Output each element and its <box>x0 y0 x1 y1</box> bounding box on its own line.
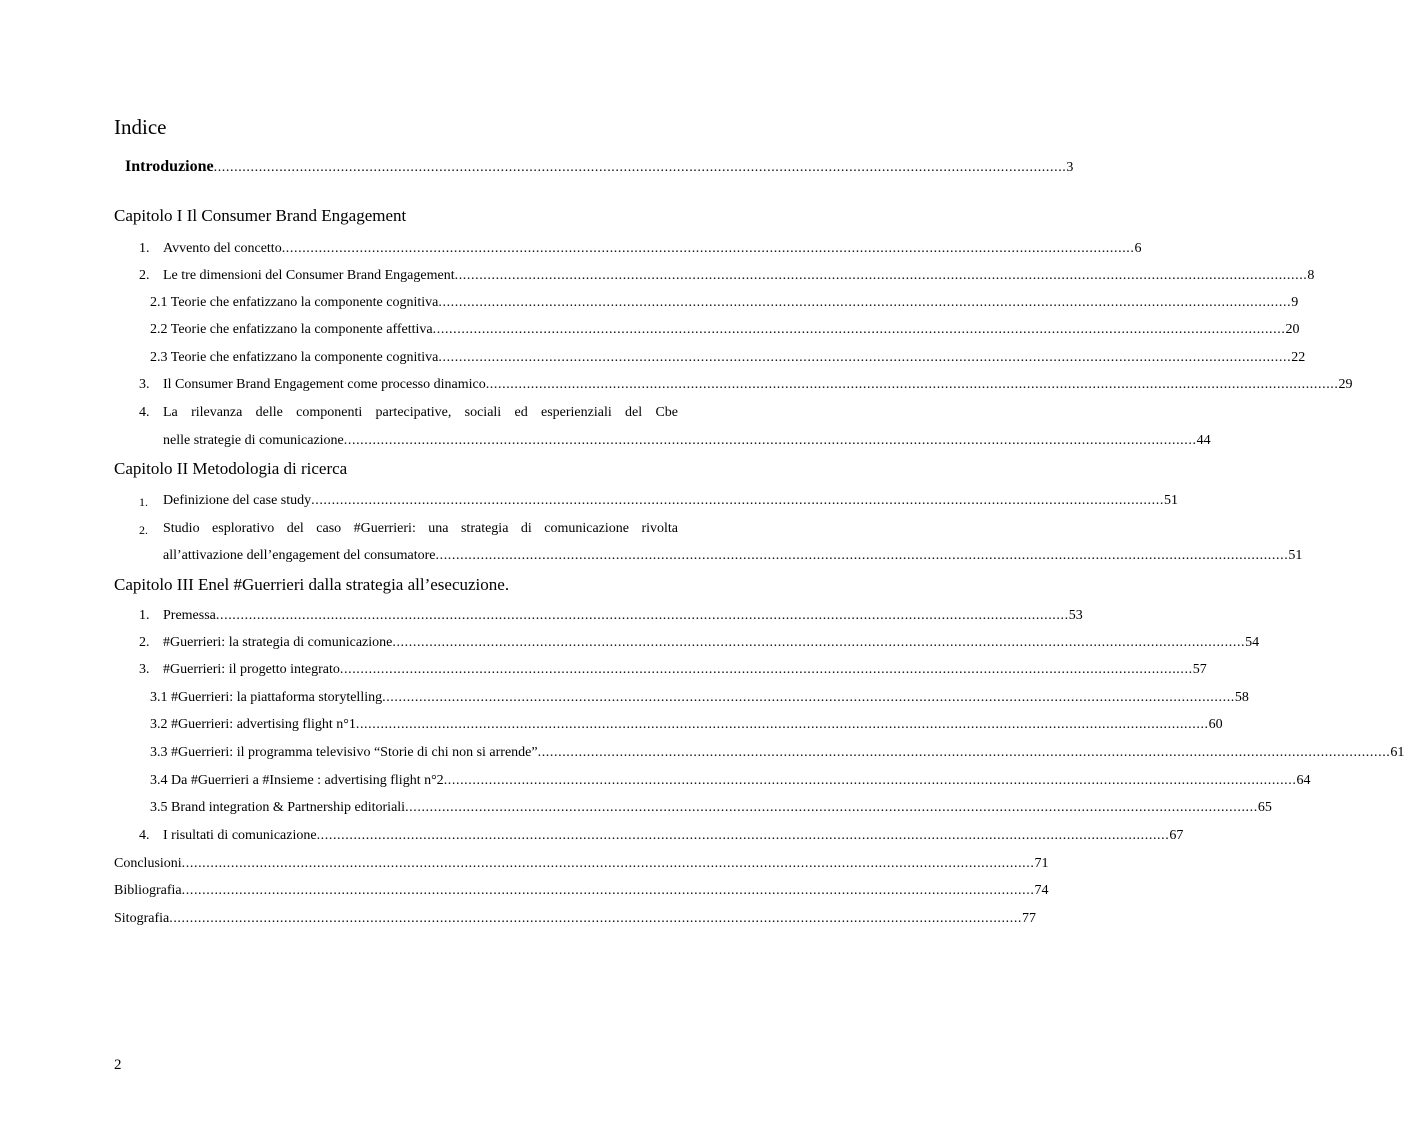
toc-label: Introduzione <box>125 158 214 175</box>
toc-leader: ................................................................................................................................................................................................................ <box>343 433 1197 448</box>
toc-label: 3.2 #Guerrieri: advertising flight n°1 <box>150 717 356 732</box>
toc-label: 2.2 Teorie che enfatizzano la componente affettiva <box>150 322 433 337</box>
toc-page: 58 <box>1234 690 1249 705</box>
toc-entry-conclusioni[interactable] <box>114 855 1049 873</box>
toc-page: 6 <box>1134 241 1142 256</box>
toc-entry[interactable] <box>163 492 1178 510</box>
toc-leader: ................................................................................................................................................................................................................ <box>181 883 1035 898</box>
page-number: 2 <box>114 1057 122 1073</box>
toc-leader: ................................................................................................................................................................................................................ <box>405 800 1258 815</box>
toc-leader: ................................................................................................................................................................................................................ <box>392 635 1246 650</box>
toc-number: 1. <box>139 241 150 256</box>
toc-page: 71 <box>1034 856 1049 871</box>
toc-page: 29 <box>1338 377 1353 392</box>
toc-leader: ................................................................................................................................................................................................................ <box>215 608 1069 623</box>
toc-entry[interactable] <box>163 432 1211 450</box>
toc-label: 3.4 Da #Guerrieri a #Insieme : advertising flight n°2 <box>150 773 444 788</box>
toc-leader: ................................................................................................................................................................................................................ <box>281 241 1135 256</box>
toc-entry-introduzione[interactable] <box>125 157 1074 177</box>
toc-page: 53 <box>1068 608 1083 623</box>
toc-label: Premessa <box>163 608 216 623</box>
toc-number: 2. <box>139 635 150 650</box>
chapter-heading-2: Capitolo II Metodologia di ricerca <box>114 459 348 478</box>
toc-leader: ................................................................................................................................................................................................................ <box>181 856 1035 871</box>
toc-entry[interactable] <box>163 547 1303 565</box>
toc-number: 1. <box>139 608 150 623</box>
toc-leader: ................................................................................................................................................................................................................ <box>339 662 1193 677</box>
toc-label: I risultati di comunicazione <box>163 828 317 843</box>
toc-page: 77 <box>1022 911 1037 926</box>
toc-entry-bibliografia[interactable] <box>114 882 1049 900</box>
toc-label: 2.3 Teorie che enfatizzano la componente cognitiva <box>150 350 439 365</box>
toc-entry[interactable] <box>150 716 1223 734</box>
toc-entry-line1[interactable]: La rilevanza delle componenti partecipative, sociali ed esperienziali del Cbe <box>163 405 678 420</box>
toc-label: 3.3 #Guerrieri: il programma televisivo “Storie di chi non si arrende” <box>150 745 538 760</box>
toc-label: all’attivazione dell’engagement del consumatore <box>163 548 436 563</box>
toc-entry[interactable] <box>150 321 1300 339</box>
chapter-heading-3: Capitolo III Enel #Guerrieri dalla strategia all’esecuzione. <box>114 575 510 594</box>
toc-leader: ................................................................................................................................................................................................................ <box>537 745 1391 760</box>
toc-entry[interactable] <box>163 607 1083 625</box>
toc-page: 61 <box>1390 745 1404 760</box>
toc-label: Avvento del concetto <box>163 241 282 256</box>
toc-page: 51 <box>1288 548 1303 563</box>
toc-page: 57 <box>1192 662 1207 677</box>
toc-entry[interactable] <box>163 240 1142 258</box>
toc-label: 3.1 #Guerrieri: la piattaforma storytelling <box>150 690 383 705</box>
toc-entry[interactable] <box>163 634 1260 652</box>
toc-page: 44 <box>1196 433 1211 448</box>
toc-leader: ................................................................................................................................................................................................................ <box>316 828 1170 843</box>
toc-number: 4. <box>139 828 150 843</box>
toc-label: Le tre dimensioni del Consumer Brand Engagement <box>163 268 455 283</box>
toc-number: 3. <box>139 662 150 677</box>
toc-page: 60 <box>1208 717 1223 732</box>
toc-page: 65 <box>1257 800 1272 815</box>
toc-number: 4. <box>139 405 150 420</box>
toc-entry[interactable] <box>150 744 1404 762</box>
toc-leader: ................................................................................................................................................................................................................ <box>438 295 1292 310</box>
toc-entry[interactable] <box>150 349 1306 367</box>
toc-label: Conclusioni <box>114 856 182 871</box>
toc-leader: ................................................................................................................................................................................................................ <box>382 690 1235 705</box>
toc-page: 20 <box>1285 322 1300 337</box>
toc-leader: ................................................................................................................................................................................................................ <box>213 160 1067 175</box>
toc-label: Definizione del case study <box>163 493 312 508</box>
toc-entry[interactable] <box>150 799 1272 817</box>
toc-entry-sitografia[interactable] <box>114 910 1037 928</box>
toc-page: 22 <box>1291 350 1306 365</box>
toc-label: Sitografia <box>114 911 170 926</box>
toc-entry[interactable] <box>150 689 1249 707</box>
toc-leader: ................................................................................................................................................................................................................ <box>435 548 1289 563</box>
toc-number: 3. <box>139 377 150 392</box>
toc-leader: ................................................................................................................................................................................................................ <box>438 350 1292 365</box>
toc-page: 51 <box>1163 493 1178 508</box>
toc-page: 67 <box>1169 828 1184 843</box>
toc-number: 1. <box>139 495 148 509</box>
toc-entry[interactable] <box>163 827 1184 845</box>
toc-entry[interactable] <box>150 772 1311 790</box>
toc-leader: ................................................................................................................................................................................................................ <box>454 268 1308 283</box>
toc-number: 2. <box>139 268 150 283</box>
toc-leader: ................................................................................................................................................................................................................ <box>169 911 1023 926</box>
toc-page: 3 <box>1066 160 1074 175</box>
toc-entry[interactable] <box>163 376 1353 394</box>
page-title: Indice <box>114 115 167 139</box>
chapter-heading-1: Capitolo I Il Consumer Brand Engagement <box>114 206 407 225</box>
toc-leader: ................................................................................................................................................................................................................ <box>443 773 1297 788</box>
toc-leader: ................................................................................................................................................................................................................ <box>485 377 1339 392</box>
toc-label: 3.5 Brand integration & Partnership editoriali <box>150 800 406 815</box>
toc-entry[interactable] <box>163 661 1207 679</box>
toc-label: #Guerrieri: il progetto integrato <box>163 662 340 677</box>
toc-leader: ................................................................................................................................................................................................................ <box>432 322 1286 337</box>
toc-page: 9 <box>1291 295 1299 310</box>
toc-page: 74 <box>1034 883 1049 898</box>
toc-entry-line1[interactable]: Studio esplorativo del caso #Guerrieri: una strategia di comunicazione rivolta <box>163 521 678 536</box>
toc-leader: ................................................................................................................................................................................................................ <box>311 493 1164 508</box>
toc-label: Il Consumer Brand Engagement come processo dinamico <box>163 377 486 392</box>
toc-page: 54 <box>1245 635 1260 650</box>
toc-leader: ................................................................................................................................................................................................................ <box>355 717 1209 732</box>
toc-number: 2. <box>139 523 148 537</box>
toc-page: 64 <box>1296 773 1311 788</box>
toc-page: 8 <box>1307 268 1315 283</box>
toc-label: nelle strategie di comunicazione <box>163 433 344 448</box>
toc-label: #Guerrieri: la strategia di comunicazione <box>163 635 393 650</box>
toc-entry[interactable] <box>150 294 1299 312</box>
toc-entry[interactable] <box>163 267 1315 285</box>
toc-label: Bibliografia <box>114 883 182 898</box>
toc-label: 2.1 Teorie che enfatizzano la componente cognitiva <box>150 295 439 310</box>
